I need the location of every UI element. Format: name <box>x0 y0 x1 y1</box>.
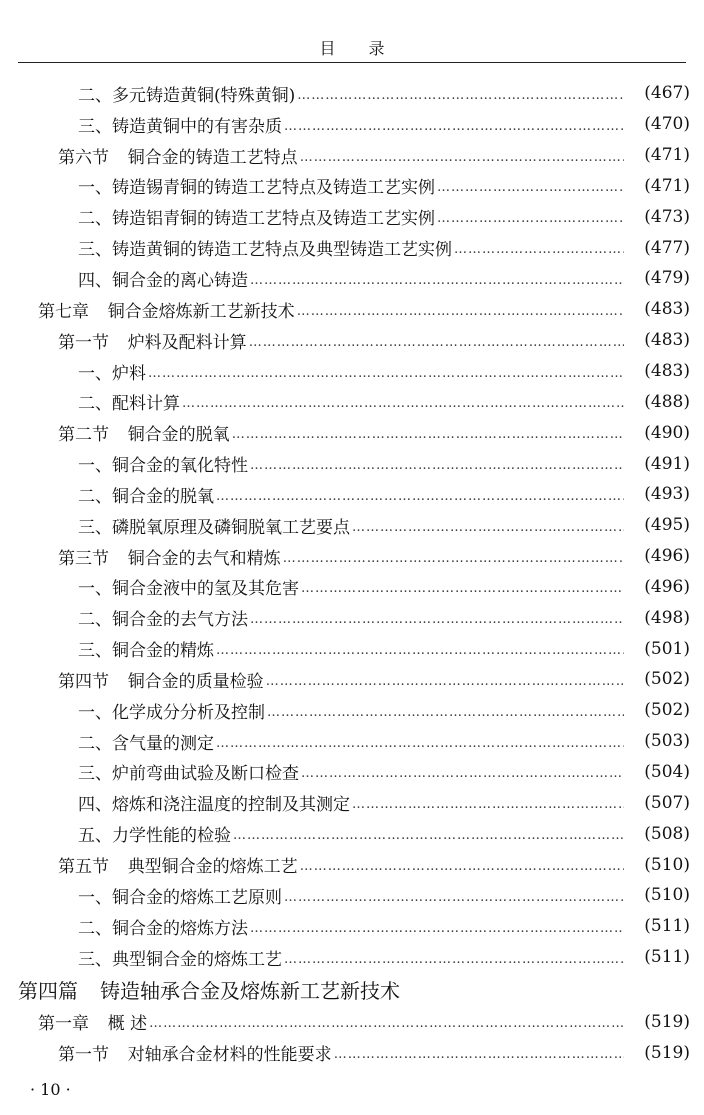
toc-entry-page: (496) <box>644 576 690 597</box>
toc-entry-page: (507) <box>644 792 690 813</box>
toc-entry-text: 三、炉前弯曲试验及断口检查 <box>78 764 299 785</box>
toc-entry-item <box>0 201 704 232</box>
toc-entry-text: 三、铜合金的精炼 <box>78 641 214 662</box>
toc-entry-title <box>78 759 299 784</box>
toc-entry-title <box>58 544 281 569</box>
dot-leader <box>334 1047 624 1062</box>
page-header-title: 目 录 <box>319 39 399 58</box>
header-rule <box>18 62 686 63</box>
toc-entry-title <box>78 173 435 198</box>
toc-entry-title <box>58 420 230 445</box>
toc-entry-item <box>0 572 704 603</box>
dot-leader <box>216 643 624 658</box>
toc-entry-page: (483) <box>644 299 690 320</box>
toc-entry-text: 四、熔炼和浇注温度的控制及其测定 <box>78 795 350 816</box>
dot-leader <box>233 828 624 843</box>
dot-leader <box>352 520 624 535</box>
toc-entry-item <box>0 510 704 541</box>
toc-entry-page: (504) <box>644 761 690 782</box>
toc-entry-page: (519) <box>644 1011 690 1032</box>
dot-leader <box>300 150 624 165</box>
toc-entry-text: 二、含气量的测定 <box>78 733 214 754</box>
toc-entry-text: 铜合金的质量检验 <box>127 671 264 692</box>
toc-entry-item <box>0 109 704 140</box>
toc-entry-title <box>78 204 435 229</box>
toc-entry-text: 对轴承合金材料的性能要求 <box>127 1045 332 1066</box>
toc-entry-text: 三、磷脱氧原理及磷铜脱氧工艺要点 <box>78 517 350 538</box>
dot-leader <box>301 581 624 596</box>
dot-leader <box>297 88 624 103</box>
table-of-contents <box>0 78 704 1068</box>
dot-leader <box>149 1016 624 1031</box>
toc-entry-section <box>0 664 704 695</box>
toc-entry-title <box>78 605 248 630</box>
toc-entry-item <box>0 263 704 294</box>
toc-entry-section <box>0 140 704 171</box>
toc-entry-section <box>0 541 704 572</box>
toc-entry-label: 第六节 <box>58 147 109 168</box>
toc-entry-page: (519) <box>644 1042 690 1063</box>
toc-entry-page: (511) <box>644 916 690 937</box>
dot-leader <box>301 766 624 781</box>
toc-entry-title <box>78 698 265 723</box>
dot-leader <box>249 335 624 350</box>
toc-entry-chapter <box>0 1006 704 1037</box>
dot-leader <box>284 890 624 905</box>
toc-entry-title <box>58 1040 332 1065</box>
toc-entry-page: (471) <box>644 175 690 196</box>
dot-leader <box>454 242 624 257</box>
toc-entry-text: 二、铸造铝青铜的铸造工艺特点及铸造工艺实例 <box>78 209 435 230</box>
toc-entry-title <box>18 975 400 1004</box>
toc-entry-item <box>0 448 704 479</box>
dot-leader <box>250 273 624 288</box>
toc-entry-page: (479) <box>644 268 690 289</box>
toc-entry-page: (495) <box>644 515 690 536</box>
toc-entry-title <box>58 143 298 168</box>
toc-entry-page: (471) <box>644 145 690 166</box>
toc-entry-page: (502) <box>644 669 690 690</box>
toc-entry-title <box>58 667 264 692</box>
toc-entry-text: 铜合金熔炼新工艺新技术 <box>107 301 295 322</box>
dot-leader <box>283 551 624 566</box>
toc-entry-text: 二、多元铸造黄铜(特殊黄铜) <box>78 85 296 106</box>
toc-entry-text: 三、典型铜合金的熔炼工艺 <box>78 949 282 970</box>
toc-entry-title <box>78 883 282 908</box>
toc-entry-title <box>58 328 247 353</box>
toc-entry-item <box>0 726 704 757</box>
toc-entry-item <box>0 78 704 109</box>
toc-entry-page: (510) <box>644 885 690 906</box>
toc-entry-title <box>78 112 282 137</box>
toc-entry-title <box>78 235 452 260</box>
dot-leader <box>267 705 624 720</box>
toc-entry-item <box>0 479 704 510</box>
toc-entry-text: 三、铸造黄铜的铸造工艺特点及典型铸造工艺实例 <box>78 240 452 261</box>
toc-entry-item <box>0 602 704 633</box>
toc-entry-text: 铜合金的去气和精炼 <box>127 548 281 569</box>
dot-leader <box>352 797 624 812</box>
toc-entry-text: 一、铜合金的熔炼工艺原则 <box>78 887 282 908</box>
toc-entry-text: 二、铜合金的去气方法 <box>78 610 248 631</box>
toc-entry-title <box>78 914 248 939</box>
toc-entry-page: (503) <box>644 731 690 752</box>
toc-entry-item <box>0 942 704 973</box>
toc-entry-text: 二、铜合金的熔炼方法 <box>78 918 248 939</box>
dot-leader <box>284 119 624 134</box>
toc-entry-title <box>78 482 214 507</box>
dot-leader <box>148 366 624 381</box>
toc-entry-title <box>78 359 146 384</box>
toc-entry-title <box>78 636 214 661</box>
toc-entry-chapter <box>0 294 704 325</box>
toc-entry-label: 第五节 <box>58 857 109 878</box>
toc-entry-title <box>38 1009 147 1034</box>
toc-entry-title <box>78 574 299 599</box>
toc-entry-item <box>0 633 704 664</box>
toc-entry-page: (496) <box>644 546 690 567</box>
toc-entry-section <box>0 417 704 448</box>
toc-entry-title <box>78 81 295 106</box>
toc-entry-item <box>0 787 704 818</box>
toc-entry-text: 铜合金的铸造工艺特点 <box>127 147 298 168</box>
toc-entry-text: 五、力学性能的检验 <box>78 826 231 847</box>
toc-entry-item <box>0 386 704 417</box>
toc-entry-text: 典型铜合金的熔炼工艺 <box>127 857 298 878</box>
toc-entry-page: (483) <box>644 330 690 351</box>
toc-entry-item <box>0 695 704 726</box>
toc-entry-label: 第七章 <box>38 301 89 322</box>
toc-entry-text: 二、铜合金的脱氧 <box>78 486 214 507</box>
dot-leader <box>216 736 624 751</box>
toc-entry-section <box>0 849 704 880</box>
dot-leader <box>250 612 624 627</box>
toc-entry-text: 一、铜合金液中的氢及其危害 <box>78 579 299 600</box>
dot-leader <box>250 458 624 473</box>
toc-entry-label: 第三节 <box>58 548 109 569</box>
dot-leader <box>182 396 624 411</box>
toc-entry-item <box>0 911 704 942</box>
dot-leader <box>437 180 624 195</box>
toc-entry-text: 四、铜合金的离心铸造 <box>78 270 248 291</box>
toc-entry-page: (510) <box>644 854 690 875</box>
toc-entry-text: 一、铜合金的氧化特性 <box>78 456 248 477</box>
toc-entry-title <box>78 729 214 754</box>
toc-entry-text: 铜合金的脱氧 <box>127 425 230 446</box>
toc-entry-title <box>78 821 231 846</box>
toc-entry-page: (501) <box>644 638 690 659</box>
toc-entry-page: (483) <box>644 361 690 382</box>
toc-entry-title <box>38 297 295 322</box>
toc-entry-page: (467) <box>644 83 690 104</box>
toc-entry-item <box>0 818 704 849</box>
toc-entry-page: (470) <box>644 114 690 135</box>
toc-entry-page: (498) <box>644 607 690 628</box>
toc-entry-title <box>78 389 180 414</box>
toc-entry-section <box>0 1037 704 1068</box>
toc-entry-item <box>0 171 704 202</box>
toc-entry-title <box>78 451 248 476</box>
dot-leader <box>300 859 624 874</box>
toc-entry-item <box>0 757 704 788</box>
toc-entry-part <box>0 972 704 1006</box>
toc-entry-text: 一、炉料 <box>78 363 146 384</box>
toc-entry-label: 第四篇 <box>18 978 78 1003</box>
toc-entry-page: (473) <box>644 206 690 227</box>
toc-entry-text: 铸造轴承合金及熔炼新工艺新技术 <box>100 978 400 1003</box>
toc-entry-label: 第一章 <box>38 1014 89 1035</box>
toc-entry-page: (502) <box>644 700 690 721</box>
toc-entry-title <box>78 945 282 970</box>
toc-entry-item <box>0 356 704 387</box>
toc-entry-text: 三、铸造黄铜中的有害杂质 <box>78 116 282 137</box>
toc-entry-title <box>78 266 248 291</box>
toc-entry-section <box>0 325 704 356</box>
dot-leader <box>266 674 624 689</box>
toc-entry-page: (491) <box>644 453 690 474</box>
page-number: · 10 · <box>30 1080 71 1099</box>
dot-leader <box>437 211 624 226</box>
toc-entry-label: 第一节 <box>58 1045 109 1066</box>
toc-entry-item <box>0 880 704 911</box>
dot-leader <box>297 304 624 319</box>
toc-entry-page: (477) <box>644 237 690 258</box>
toc-entry-page: (490) <box>644 422 690 443</box>
toc-entry-page: (511) <box>644 947 690 968</box>
toc-entry-text: 一、铸造锡青铜的铸造工艺特点及铸造工艺实例 <box>78 178 435 199</box>
toc-entry-title <box>78 513 350 538</box>
toc-entry-page: (493) <box>644 484 690 505</box>
toc-entry-item <box>0 232 704 263</box>
toc-entry-page: (488) <box>644 391 690 412</box>
dot-leader <box>284 952 624 967</box>
toc-entry-text: 概 述 <box>107 1014 148 1035</box>
dot-leader <box>250 921 624 936</box>
dot-leader <box>216 489 624 504</box>
dot-leader <box>232 427 624 442</box>
toc-entry-text: 一、化学成分分析及控制 <box>78 702 265 723</box>
toc-entry-label: 第一节 <box>58 332 109 353</box>
toc-entry-title <box>78 790 350 815</box>
toc-entry-label: 第二节 <box>58 425 109 446</box>
toc-entry-label: 第四节 <box>58 671 109 692</box>
toc-entry-title <box>58 852 298 877</box>
toc-entry-text: 炉料及配料计算 <box>127 332 247 353</box>
toc-entry-text: 二、配料计算 <box>78 394 180 415</box>
toc-entry-page: (508) <box>644 823 690 844</box>
